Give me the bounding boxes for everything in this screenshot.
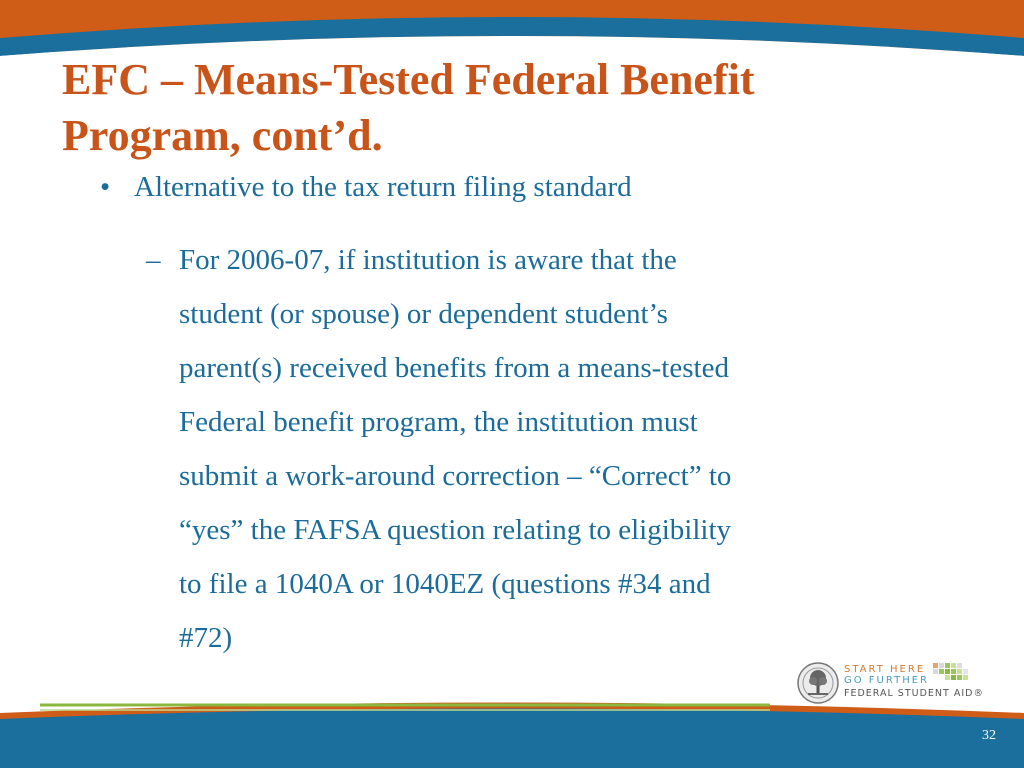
footer-blue-band: [0, 709, 1024, 768]
sub-bullet-line: parent(s) received benefits from a means-tested: [179, 352, 729, 384]
bullet-marker: •: [100, 171, 111, 203]
logo-line-federal-student-aid: FEDERAL STUDENT AID®: [844, 688, 984, 699]
federal-student-aid-logo: [797, 660, 997, 710]
sub-bullet-line: submit a work-around correction – “Correct” to: [179, 460, 732, 492]
page-number: 32: [982, 728, 996, 743]
slide-title: [62, 52, 942, 164]
sub-bullet-line: “yes” the FAFSA question relating to eligibility: [179, 514, 732, 546]
sub-bullet-marker: –: [146, 244, 161, 276]
sub-bullet-line: #72): [179, 622, 233, 654]
department-seal-icon: [797, 662, 839, 704]
sub-bullet-line: Federal benefit program, the institution must: [179, 406, 698, 438]
sub-bullet-line: to file a 1040A or 1040EZ (questions #34 and: [179, 568, 711, 600]
title-line-1: EFC – Means-Tested Federal Benefit: [62, 55, 755, 104]
logo-squares-icon: [933, 663, 993, 687]
logo-line-go-further: GO FURTHER: [844, 675, 929, 686]
bullet-item: [100, 168, 632, 206]
logo-line-start-here: START HERE: [844, 664, 926, 675]
sub-bullet-line: student (or spouse) or dependent student’s: [179, 298, 668, 330]
sub-bullet-item: [146, 233, 731, 665]
registered-mark: ®: [973, 688, 984, 699]
bullet-text: Alternative to the tax return filing standard: [134, 171, 632, 203]
sub-bullet-line: For 2006-07, if institution is aware that the: [179, 244, 677, 276]
title-line-2: Program, cont’d.: [62, 111, 383, 160]
